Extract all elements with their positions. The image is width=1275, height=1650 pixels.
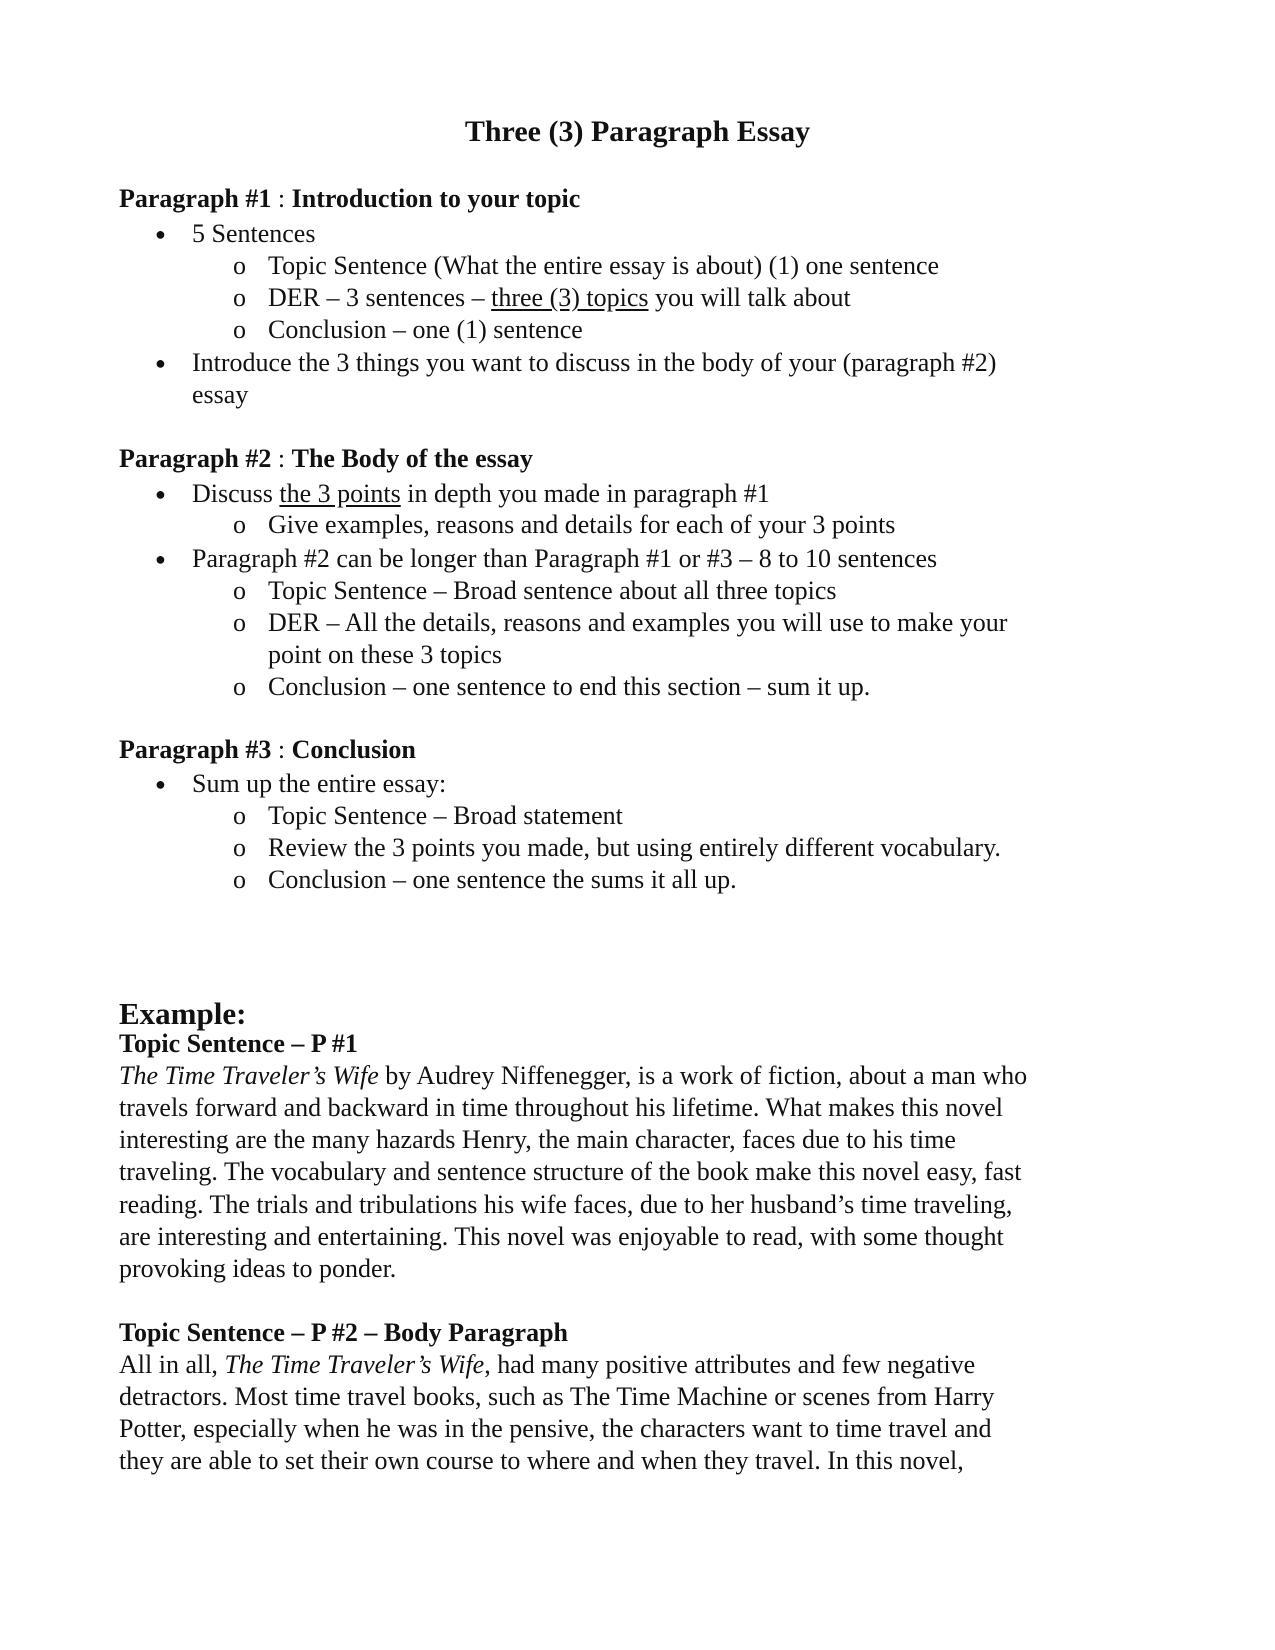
sub-list-item — [268, 282, 851, 314]
example-p1-line — [119, 1060, 1027, 1093]
paragraph-1-heading — [119, 183, 580, 215]
sub-list-item: Conclusion – one sentence to end this section – sum it up. — [268, 672, 871, 701]
list-item: 5 Sentences — [192, 219, 316, 248]
example-p1-line: reading. The trials and tribulations his wife faces, due to her husband’s time traveling, — [119, 1190, 1013, 1219]
paragraph-2-label: Paragraph #2 — [119, 444, 272, 473]
paragraph-2-title: The Body of the essay — [291, 444, 533, 473]
text-run: All in all, — [119, 1350, 225, 1379]
heading-separator: : — [271, 735, 292, 764]
example-p2-line: they are able to set their own course to where and when they travel. In this novel, — [119, 1446, 964, 1475]
bullet-marker: ● — [155, 774, 166, 794]
example-p1-line: are interesting and entertaining. This novel was enjoyable to read, with some thought — [119, 1222, 1004, 1251]
bullet-marker: ● — [155, 549, 166, 569]
example-p1-line: travels forward and backward in time throughout his lifetime. What makes this novel — [119, 1093, 1004, 1122]
sub-bullet-marker: o — [233, 576, 246, 605]
text-run: by Audrey Niffenegger, is a work of fiction, about a man who — [378, 1061, 1028, 1090]
sub-bullet-marker: o — [233, 801, 246, 830]
example-p1-line: interesting are the many hazards Henry, the main character, faces due to his time — [119, 1125, 956, 1154]
sub-bullet-marker: o — [233, 608, 246, 637]
bullet-marker: ● — [155, 224, 166, 244]
sub-list-item: Give examples, reasons and details for each of your 3 points — [268, 510, 896, 539]
sub-bullet-marker: o — [233, 672, 246, 701]
sub-list-item: Topic Sentence (What the entire essay is about) (1) one sentence — [268, 251, 940, 280]
underlined-text: three (3) topics — [491, 283, 649, 312]
sub-bullet-marker: o — [233, 510, 246, 539]
example-p2-line: Potter, especially when he was in the pensive, the characters want to time travel and — [119, 1414, 992, 1443]
text-run: Discuss — [192, 479, 280, 508]
text-run: you will talk about — [648, 283, 851, 312]
list-item: Introduce the 3 things you want to discuss in the body of your (paragraph #2) — [192, 348, 997, 377]
book-title-italic: The Time Traveler’s Wife — [224, 1350, 485, 1379]
sub-bullet-marker: o — [233, 833, 246, 862]
list-item: Sum up the entire essay: — [192, 769, 447, 798]
example-p2-heading: Topic Sentence – P #2 – Body Paragraph — [119, 1318, 569, 1347]
book-title-italic: The Time Traveler’s Wife — [119, 1061, 379, 1090]
example-p2-line: detractors. Most time travel books, such as The Time Machine or scenes from Harry — [119, 1382, 995, 1411]
sub-list-item: Review the 3 points you made, but using entirely different vocabulary. — [268, 833, 1001, 862]
paragraph-2-heading — [119, 443, 533, 475]
sub-list-item: Topic Sentence – Broad sentence about all three topics — [268, 576, 837, 605]
example-p1-line: provoking ideas to ponder. — [119, 1254, 397, 1283]
paragraph-3-label: Paragraph #3 — [119, 735, 272, 764]
sub-bullet-marker: o — [233, 315, 246, 344]
sub-bullet-marker: o — [233, 251, 246, 280]
sub-bullet-marker: o — [233, 283, 246, 312]
paragraph-3-heading — [119, 734, 416, 766]
example-heading: Example: — [119, 996, 247, 1031]
bullet-marker: ● — [155, 484, 166, 504]
list-item — [192, 478, 770, 510]
sub-list-item-continuation: point on these 3 topics — [268, 640, 502, 669]
sub-list-item: DER – All the details, reasons and examples you will use to make your — [268, 608, 1008, 637]
sub-list-item: Conclusion – one sentence the sums it all up. — [268, 865, 737, 894]
example-p1-line: traveling. The vocabulary and sentence structure of the book make this novel easy, fast — [119, 1157, 1022, 1186]
text-run: in depth you made in paragraph #1 — [400, 479, 770, 508]
paragraph-3-title: Conclusion — [291, 735, 416, 764]
sub-list-item: Topic Sentence – Broad statement — [268, 801, 623, 830]
heading-separator: : — [271, 444, 292, 473]
example-p2-line — [119, 1349, 975, 1382]
underlined-text: the 3 points — [279, 479, 401, 508]
list-item-continuation: essay — [192, 380, 249, 409]
heading-separator: : — [271, 184, 292, 213]
paragraph-1-title: Introduction to your topic — [291, 184, 581, 213]
text-run: DER – 3 sentences – — [268, 283, 492, 312]
paragraph-1-label: Paragraph #1 — [119, 184, 272, 213]
text-run: , had many positive attributes and few negative — [484, 1350, 976, 1379]
sub-list-item: Conclusion – one (1) sentence — [268, 315, 583, 344]
example-p1-heading: Topic Sentence – P #1 — [119, 1029, 358, 1058]
bullet-marker: ● — [155, 353, 166, 373]
document-title: Three (3) Paragraph Essay — [464, 115, 811, 148]
sub-bullet-marker: o — [233, 865, 246, 894]
list-item: Paragraph #2 can be longer than Paragraph #1 or #3 – 8 to 10 sentences — [192, 544, 938, 573]
